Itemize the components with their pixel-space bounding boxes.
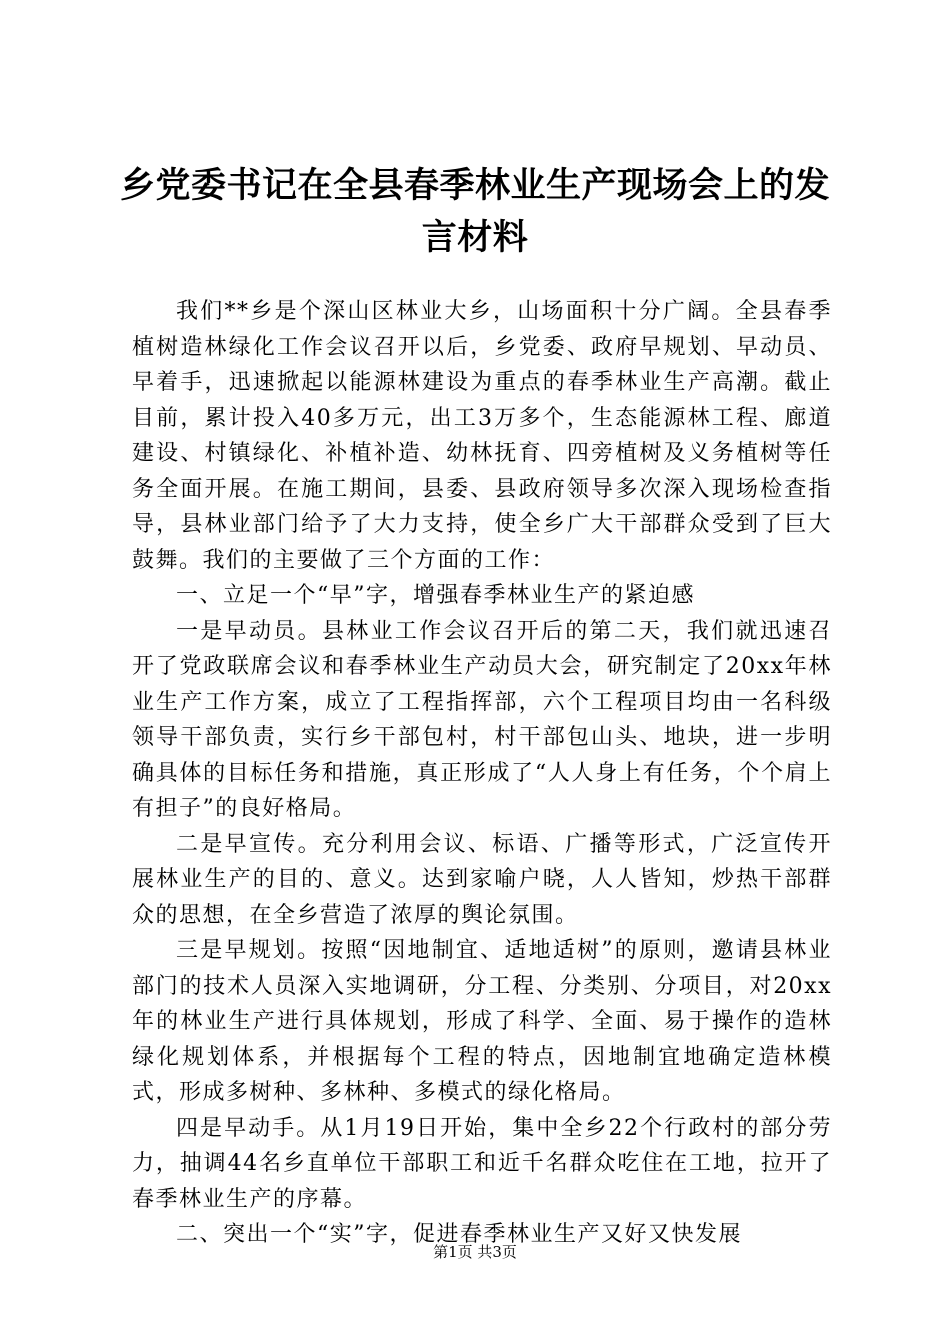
- paragraph-early-publicity: 二是早宣传。充分利用会议、标语、广播等形式，广泛宣传开展林业生产的目的、意义。达到家喻户晓，人人皆知，炒热干部群众的思想，在全乡营造了浓厚的舆论氛围。: [132, 831, 832, 928]
- section-heading-2: 二、突出一个“实”字，促进春季林业生产又好又快发展: [176, 1222, 742, 1247]
- paragraph-early-planning: 三是早规划。按照“因地制宜、适地适树”的原则，邀请县林业部门的技术人员深入实地调研，分工程、分类别、分项目，对20xx年的林业生产进行具体规划，形成了科学、全面、易于操作的造林绿化规划体系，并根据每个工程的特点，因地制宜地确定造林模式，形成多树种、多林种、多模式的绿化格局。: [132, 938, 832, 1105]
- paragraph-early-start: 四是早动手。从1月19日开始，集中全乡22个行政村的部分劳力，抽调44名乡直单位干部职工和近千名群众吃住在工地，拉开了春季林业生产的序幕。: [132, 1115, 832, 1212]
- paragraph-early-mobilization: 一是早动员。县林业工作会议召开后的第二天，我们就迅速召开了党政联席会议和春季林业生产动员大会，研究制定了20xx年林业生产工作方案，成立了工程指挥部，六个工程项目均由一名科级领导干部负责，实行乡干部包村，村干部包山头、地块，进一步明确具体的目标任务和措施，真正形成了“人人身上有任务，个个肩上有担子”的良好格局。: [132, 618, 832, 821]
- document-body: [132, 294, 832, 1253]
- section-heading-1: 一、立足一个“早”字，增强春季林业生产的紧迫感: [176, 583, 695, 608]
- intro-paragraph: 我们**乡是个深山区林业大乡，山场面积十分广阔。全县春季植树造林绿化工作会议召开以后，乡党委、政府早规划、早动员、早着手，迅速掀起以能源林建设为重点的春季林业生产高潮。截止目前，累计投入40多万元，出工3万多个，生态能源林工程、廊道建设、村镇绿化、补植补造、幼林抚育、四旁植树及义务植树等任务全面开展。在施工期间，县委、县政府领导多次深入现场检查指导，县林业部门给予了大力支持，使全乡广大干部群众受到了巨大鼓舞。我们的主要做了三个方面的工作：: [132, 299, 832, 573]
- document-title: 乡党委书记在全县春季林业生产现场会上的发言材料: [119, 165, 830, 258]
- page-footer: 第1页 共3页: [433, 1243, 517, 1261]
